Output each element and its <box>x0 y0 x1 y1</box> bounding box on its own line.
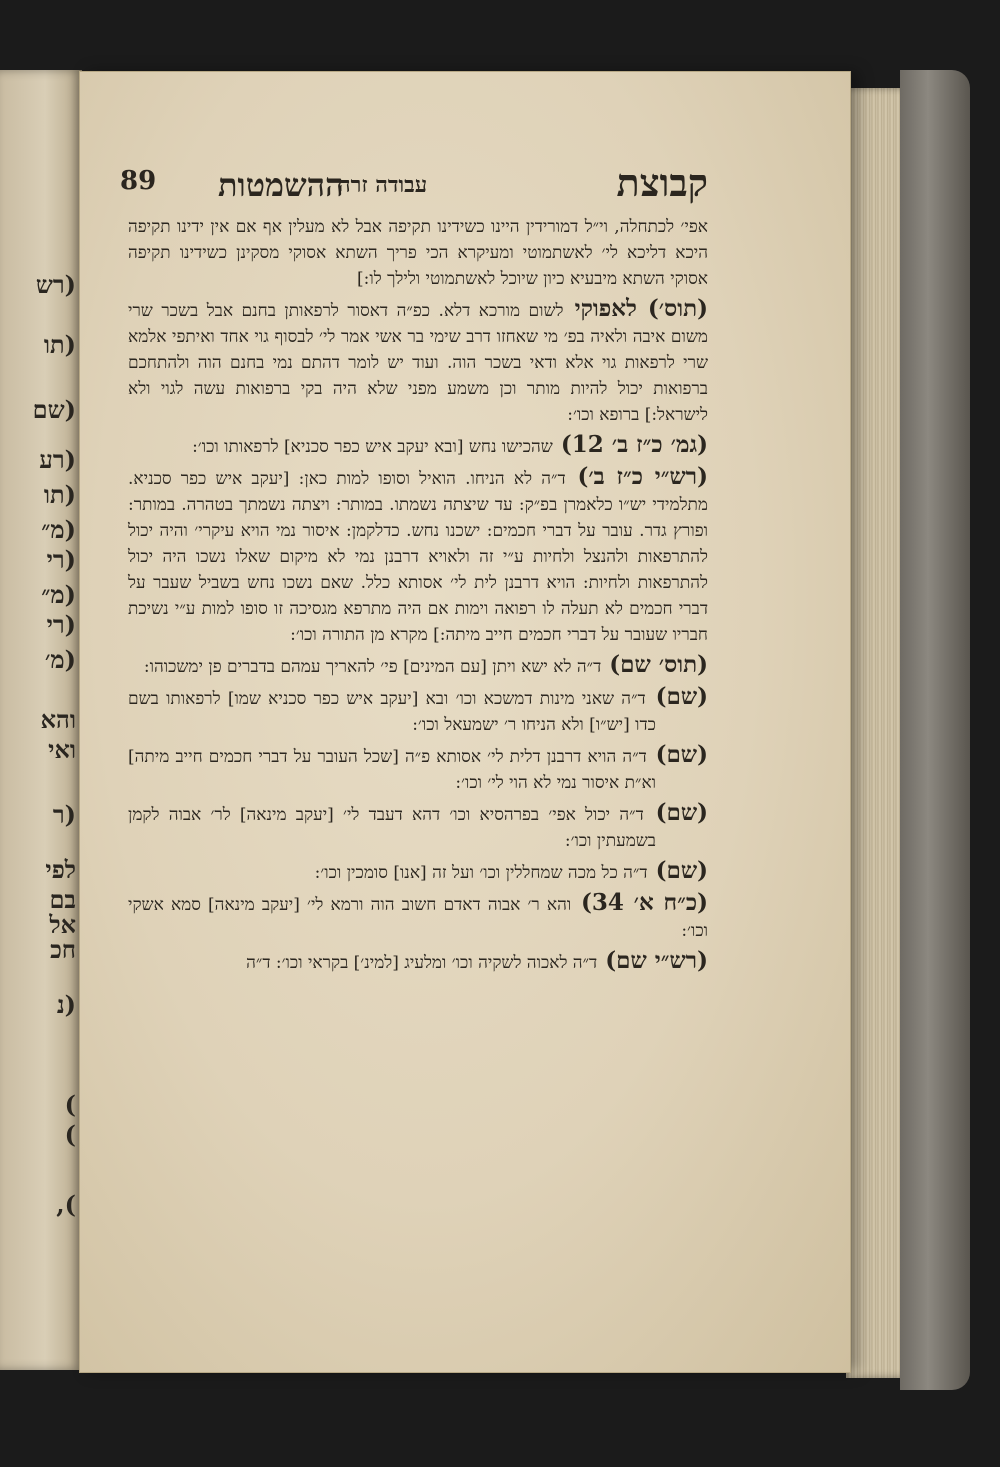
commentary-paragraph <box>128 432 708 460</box>
paragraph-lead: (רש״י כ״ז ב׳) <box>565 463 708 490</box>
commentary-paragraph <box>128 684 708 738</box>
paragraph-lead: (שם) <box>643 799 708 826</box>
previous-page-line: ) <box>64 1120 76 1149</box>
previous-page-line: (מ׳ <box>44 645 76 674</box>
commentary-paragraph <box>128 214 708 292</box>
commentary-paragraph <box>128 858 708 886</box>
previous-page-line: (שם <box>32 395 76 424</box>
paragraph-text: ד״ה הויא דרבנן דלית לי׳ אסותא פ״ה [שכל העובר על דברי חכמים חייב מיתה] וא״ת איסור נמי לא הוי לי׳ וכו׳: <box>128 747 656 793</box>
paragraph-lead: (שם) <box>646 741 708 768</box>
previous-page-line: (רי <box>46 545 76 574</box>
commentary-paragraph <box>128 948 708 976</box>
previous-page-line: (נ <box>56 990 76 1019</box>
paragraph-text: ד״ה לא הניחו. הואיל וסופו למות כאן: [יעקב איש כפר סכניא. מתלמידי יש״ו כלאמרן בפ״ק: עד שיצתה נשמתו. במותר: ויצתה נשמתך בטהרה. במותר: ופורץ גדר. עובר על דברי חכמים: ישכנו נחש. כדלקמן: איסור נמי הויא עיקרי׳ והיה יכול להתרפאות ולהנצל ולחיות ע״י זה ולאויא דרבנן נמי לא מיקום שאלו נשכו היה יכול להתרפאות ולחיות: הויא דרבנן לית לי׳ אסותא כלל. שאם נשכו נחש בשביל שעבר על דברי חכמים לא תעלה לו רפואה וימות אם היה מתרפא מגסיכה זו סופו למות ע״י נשיכת חבריו שעובר על דברי חכמים חייב מיתה:] מקרא מן התורה וכו׳: <box>128 469 708 645</box>
running-header <box>120 160 708 208</box>
commentary-paragraph <box>128 800 708 854</box>
previous-page-line: ), <box>56 1190 76 1219</box>
previous-page-line: (תו <box>43 330 76 359</box>
paragraph-lead: (תוס׳) לאפוקי <box>563 295 708 322</box>
previous-page-line: (מ״ <box>41 580 76 609</box>
previous-page-line: אל <box>49 910 76 939</box>
paragraph-lead: (רש״י שם) <box>597 947 708 974</box>
paragraph-text: ד״ה לא ישא ויתן [עם המינים] פי׳ להאריך עמהם בדברים פן ימשכוהו: <box>143 657 602 677</box>
paragraph-text: והא ר׳ אבוה דאדם חשוב הוה ורמא לי׳ [יעקב מינאה] סמא אשקי וכו׳: <box>128 895 708 941</box>
previous-page-line: (מ״ <box>41 515 76 544</box>
previous-page-line: ואי <box>48 735 76 764</box>
commentary-body <box>128 214 708 976</box>
header-title-right: קבוצת <box>616 160 708 205</box>
previous-page-line: לפי <box>45 855 76 884</box>
previous-page-line: (רי <box>46 610 76 639</box>
header-title-center: עבודה זרה <box>338 172 428 198</box>
header-title-left: ההשמטות <box>218 166 344 204</box>
paragraph-lead: (כ״ח א׳ 34) <box>571 889 708 916</box>
previous-page-line: (תו <box>43 480 76 509</box>
previous-page-line: חכ <box>50 935 76 964</box>
paragraph-lead: (שם) <box>645 683 708 710</box>
paragraph-text: לשום מורכא דלא. כפ״ה דאסור לרפאותן בחנם אבל בשכר שרי משום איבה ולאיה בפ׳ מי שאחזו דרב שימי בר אשי אמר לי׳ לבסוף גוי אחד ואיתפי אלמא שרי לרפאות גוי אלא ודאי בשכר הוה. ועוד יש לומר דהתם נמי בחנם הוה ולהתחכם ברפואות יכול להיות מותר וכן משמע מפני שלא היה בקי ברפואות עשה לגוי ולא לישראל:] ברופא וכו׳: <box>128 301 708 425</box>
paragraph-text: ד״ה שאני מינות דמשכא וכו׳ ובא [יעקב איש כפר סכניא שמו] לרפאותו בשם כדו [יש״ו] ולא הניחו ר׳ ישמעאל וכו׳: <box>128 689 656 735</box>
page-number: 89 <box>120 166 157 196</box>
commentary-paragraph <box>128 464 708 648</box>
paragraph-text: ד״ה לאכוה לשקיה וכו׳ ומלעיג [למינ׳] בקראי וכו׳: ד״ה <box>246 953 598 973</box>
commentary-paragraph <box>128 890 708 944</box>
previous-page-line: (רש <box>35 270 76 299</box>
previous-page-line: בם <box>49 885 76 914</box>
commentary-paragraph <box>128 652 708 680</box>
paragraph-text: ד״ה יכול אפי׳ בפרהסיא וכו׳ דהא דעבד לי׳ [יעקב מינאה] לר׳ אבוה לקמן בשמעתין וכו׳: <box>128 805 656 851</box>
paragraph-lead: (שם) <box>647 857 708 884</box>
previous-page-line: והא <box>40 705 76 734</box>
commentary-paragraph <box>128 742 708 796</box>
previous-page-line: ) <box>64 1090 76 1119</box>
previous-page-line: (רע <box>39 445 76 474</box>
book-cover <box>900 70 970 1390</box>
paragraph-lead: (תוס׳ שם) <box>601 651 708 678</box>
paragraph-text: שהכישו נחש [ובא יעקב איש כפר סכניא] לרפאותו וכו׳: <box>192 437 553 457</box>
previous-page-edge <box>0 70 82 1370</box>
paragraph-text: אפי׳ לכתחלה, וי״ל דמורידין היינו כשידינו תקיפה אבל לא מעלין אף אם אין ידינו תקיפה היכא דליכא לי׳ לאשתמוטי ומעיקרא הכי פריך השתא אסוקי מסקינן כשידינו תקיפה אסוקי השתא מיבעיא כיון שיוכל לאשתמוטי ולילך לו:] <box>128 217 708 289</box>
page-text <box>120 160 708 980</box>
paragraph-text: ד״ה כל מכה שמחללין וכו׳ ועל זה [אנו] סומכין וכו׳: <box>314 863 648 883</box>
previous-page-line: (ר <box>52 800 76 829</box>
commentary-paragraph <box>128 296 708 428</box>
paragraph-lead: (גמ׳ כ״ז ב׳ 12) <box>552 431 708 458</box>
